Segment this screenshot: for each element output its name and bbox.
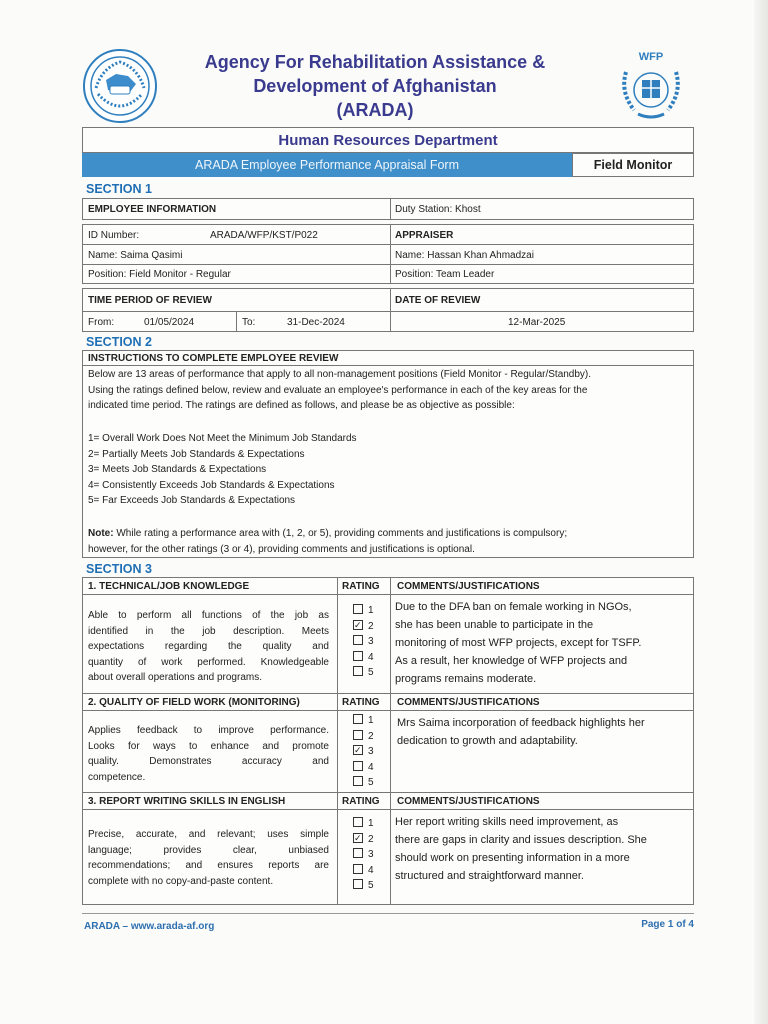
to-date: 31-Dec-2024 bbox=[287, 317, 345, 328]
from-label: From: bbox=[88, 317, 115, 328]
id-number-label: ID Number: bbox=[88, 230, 140, 241]
wfp-logo-text: WFP bbox=[638, 51, 664, 63]
wfp-logo bbox=[612, 48, 690, 122]
area2-description: Applies feedback to improve performance. Looks for ways to enhance and promote quality. Demonstrates accuracy and competence. bbox=[88, 725, 329, 783]
section2-label: SECTION 2 bbox=[86, 335, 152, 349]
area1-rating-options bbox=[353, 603, 374, 681]
rating-header: RATING bbox=[342, 796, 380, 807]
time-period-header: TIME PERIOD OF REVIEW bbox=[88, 295, 212, 306]
note-label: Note: bbox=[88, 528, 114, 539]
note-line: however, for the other ratings (3 or 4), providing comments and justifications is optional. bbox=[88, 543, 475, 555]
area1-title: 1. TECHNICAL/JOB KNOWLEDGE bbox=[88, 581, 250, 592]
appraiser-header: APPRAISER bbox=[395, 230, 454, 241]
appraiser-position: Position: Team Leader bbox=[395, 269, 495, 280]
area2-rating-options bbox=[353, 713, 374, 791]
page-edge-shadow bbox=[754, 0, 768, 1024]
rating-checkbox-3[interactable]: ✓3 bbox=[353, 744, 374, 760]
employee-info-header: EMPLOYEE INFORMATION bbox=[88, 204, 217, 215]
rating-checkbox-4[interactable]: 4 bbox=[353, 863, 374, 879]
page-number: Page 1 of 4 bbox=[641, 919, 694, 930]
section3-label: SECTION 3 bbox=[86, 562, 152, 576]
org-title-line2: Development of Afghanistan bbox=[253, 76, 497, 96]
review-date: 12-Mar-2025 bbox=[508, 317, 566, 328]
organization-title bbox=[165, 50, 585, 122]
rating-checkbox-5[interactable]: 5 bbox=[353, 775, 374, 791]
area3-description: Precise, accurate, and relevant; uses simple language; provides clear, unbiased recommendations; and ensures reports are complete with no copy-and-paste content. bbox=[88, 829, 329, 887]
rating-header: RATING bbox=[342, 697, 380, 708]
employee-position: Position: Field Monitor - Regular bbox=[88, 269, 231, 280]
intro-line: indicated time period. The ratings are defined as follows, and please be as objective as possible: bbox=[88, 400, 515, 411]
duty-station: Duty Station: Khost bbox=[395, 204, 481, 215]
rating-checkbox-5[interactable]: 5 bbox=[353, 878, 374, 894]
scale-item: 1= Overall Work Does Not Meet the Minimum Job Standards bbox=[88, 433, 357, 444]
rating-header: RATING bbox=[342, 581, 380, 592]
to-label: To: bbox=[242, 317, 256, 328]
area3-comment: Her report writing skills need improvement, as there are gaps in clarity and issues description. She should work on presenting information in a more structured and straightforward manner. bbox=[395, 816, 647, 882]
rating-checkbox-4[interactable]: 4 bbox=[353, 650, 374, 666]
rating-note bbox=[88, 526, 688, 557]
scale-item: 4= Consistently Exceeds Job Standards & Expectations bbox=[88, 479, 335, 491]
appraiser-name: Name: Hassan Khan Ahmadzai bbox=[395, 250, 534, 261]
footer-website[interactable]: ARADA – www.arada-af.org bbox=[84, 921, 215, 932]
rating-checkbox-2[interactable]: 2 bbox=[353, 729, 374, 745]
form-title-band: ARADA Employee Performance Appraisal Form bbox=[82, 153, 572, 177]
rating-scale-list bbox=[88, 431, 688, 509]
area3-title: 3. REPORT WRITING SKILLS IN ENGLISH bbox=[88, 796, 286, 807]
area1-comment: Due to the DFA ban on female working in NGOs, she has been unable to participate in the monitoring of most WFP projects, except for TSFP. As a result, her knowledge of WFP projects and programs remains moderate. bbox=[395, 601, 642, 685]
footer-divider bbox=[82, 913, 694, 914]
comments-header: COMMENTS/JUSTIFICATIONS bbox=[397, 796, 540, 807]
instructions-header: INSTRUCTIONS TO COMPLETE EMPLOYEE REVIEW bbox=[88, 353, 339, 364]
rating-checkbox-5[interactable]: 5 bbox=[353, 665, 374, 681]
date-of-review-header: DATE OF REVIEW bbox=[395, 295, 481, 306]
scale-item: 5= Far Exceeds Job Standards & Expectations bbox=[88, 495, 296, 506]
rating-checkbox-4[interactable]: 4 bbox=[353, 760, 374, 776]
department-title: Human Resources Department bbox=[82, 127, 694, 153]
instructions-intro bbox=[88, 367, 688, 414]
area2-comment: Mrs Saima incorporation of feedback highlights her dedication to growth and adaptability. bbox=[397, 717, 645, 747]
scale-item: 2= Partially Meets Job Standards & Expectations bbox=[88, 448, 305, 460]
rating-checkbox-2[interactable]: ✓2 bbox=[353, 619, 374, 635]
from-date: 01/05/2024 bbox=[144, 317, 195, 328]
intro-line: Below are 13 areas of performance that apply to all non-management positions (Field Monitor - Regular/Standby). bbox=[88, 369, 592, 380]
comments-header: COMMENTS/JUSTIFICATIONS bbox=[397, 697, 540, 708]
rating-checkbox-2[interactable]: ✓2 bbox=[353, 832, 374, 848]
org-title-line3: (ARADA) bbox=[336, 100, 414, 120]
rating-checkbox-3[interactable]: 3 bbox=[353, 847, 374, 863]
section1-label: SECTION 1 bbox=[86, 182, 152, 196]
id-number-value: ARADA/WFP/KST/P022 bbox=[210, 230, 318, 241]
rating-checkbox-1[interactable]: 1 bbox=[353, 713, 374, 729]
org-title-line1: Agency For Rehabilitation Assistance & bbox=[204, 52, 546, 72]
employee-name: Name: Saima Qasimi bbox=[88, 250, 183, 261]
area3-rating-options bbox=[353, 816, 374, 894]
area1-description: Able to perform all functions of the job as identified in the job description. Meets expectations regarding the quality and quantity of work performed. Knowledgeable about overall operations and programs. bbox=[88, 610, 329, 683]
intro-line: Using the ratings defined below, review and evaluate an employee's performance in each of the key areas for the bbox=[88, 384, 588, 396]
position-tag: Field Monitor bbox=[572, 153, 694, 177]
scale-item: 3= Meets Job Standards & Expectations bbox=[88, 464, 267, 475]
rating-checkbox-1[interactable]: 1 bbox=[353, 816, 374, 832]
area2-title: 2. QUALITY OF FIELD WORK (MONITORING) bbox=[88, 697, 300, 708]
note-line: While rating a performance area with (1, 2, or 5), providing comments and justifications is compulsory; bbox=[116, 528, 568, 539]
rating-checkbox-1[interactable]: 1 bbox=[353, 603, 374, 619]
rating-checkbox-3[interactable]: 3 bbox=[353, 634, 374, 650]
comments-header: COMMENTS/JUSTIFICATIONS bbox=[397, 581, 540, 592]
arada-seal-logo bbox=[82, 48, 158, 124]
